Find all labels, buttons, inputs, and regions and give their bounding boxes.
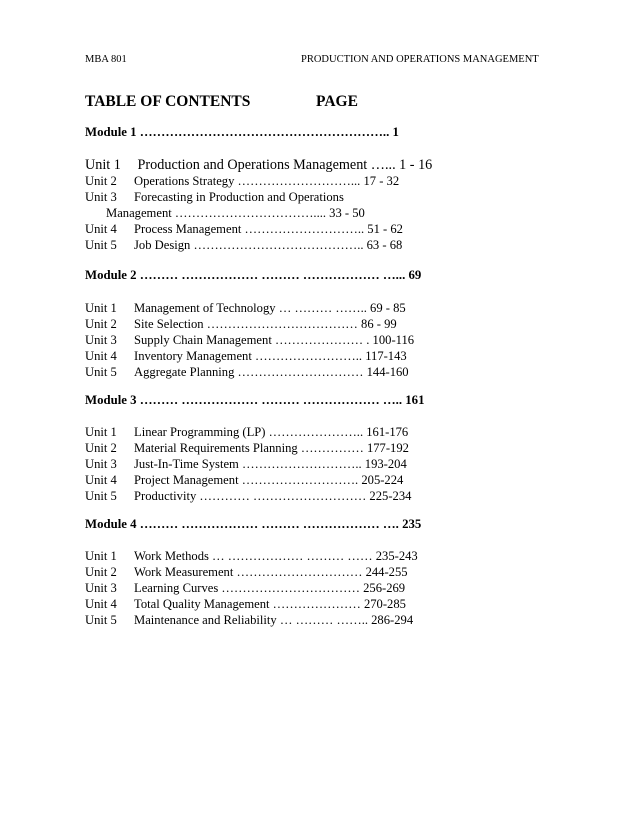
toc-entry — [85, 237, 402, 253]
toc-entry — [85, 472, 403, 488]
unit-title: Just-In-Time System ……………………….. 193-204 — [134, 457, 407, 471]
unit-label: Unit 2 — [85, 565, 117, 579]
toc-entry — [85, 316, 397, 332]
toc-entry — [85, 300, 406, 316]
running-header-left: MBA 801 — [85, 54, 127, 65]
toc-title: TABLE OF CONTENTS — [85, 93, 251, 110]
unit-label: Unit 2 — [85, 317, 117, 331]
toc-entry — [85, 189, 344, 205]
unit-label: Unit 1 — [85, 157, 121, 173]
toc-entry — [85, 424, 408, 440]
unit-label: Unit 5 — [85, 489, 117, 503]
unit-label: Unit 3 — [85, 190, 117, 204]
unit-label: Unit 1 — [85, 549, 117, 563]
unit-label: Unit 5 — [85, 365, 117, 379]
unit-label: Unit 1 — [85, 425, 117, 439]
unit-title: Learning Curves …………………………… 256-269 — [134, 581, 406, 595]
module-1-heading: Module 1 ………………………………………………….. 1 — [85, 125, 399, 139]
toc-entry — [85, 564, 408, 580]
toc-entry — [85, 332, 414, 348]
toc-entry-continuation: Management …………………………….... 33 - 50 — [106, 206, 365, 220]
unit-label: Unit 4 — [85, 597, 117, 611]
toc-entry — [85, 364, 409, 380]
module-3-heading: Module 3 ……… ……………… ……… ……………… ….. 161 — [85, 393, 425, 407]
toc-entry — [85, 173, 399, 189]
module-2-heading: Module 2 ……… ……………… ……… ……………… …... 69 — [85, 268, 422, 282]
unit-label: Unit 3 — [85, 333, 117, 347]
toc-entry — [85, 221, 403, 237]
toc-entry — [85, 440, 409, 456]
unit-title: Management of Technology … ……… …….. 69 - 85 — [134, 301, 406, 315]
unit-title: Job Design ………………………………….. 63 - 68 — [134, 238, 403, 252]
toc-entry — [85, 157, 432, 173]
toc-entry — [85, 596, 406, 612]
unit-title: Total Quality Management ………………… 270-285 — [134, 597, 406, 611]
unit-title: Site Selection ……………………………… 86 - 99 — [134, 317, 397, 331]
unit-title: Inventory Management …………………….. 117-143 — [134, 349, 407, 363]
unit-title: Aggregate Planning ………………………… 144-160 — [134, 365, 409, 379]
unit-label: Unit 3 — [85, 581, 117, 595]
unit-title: Productivity ………… ……………………… 225-234 — [134, 489, 412, 503]
unit-label: Unit 5 — [85, 613, 117, 627]
toc-entry — [85, 456, 407, 472]
toc-entry — [85, 548, 418, 564]
toc-entry — [85, 348, 407, 364]
unit-label: Unit 2 — [85, 441, 117, 455]
unit-label: Unit 4 — [85, 222, 117, 236]
unit-label: Unit 4 — [85, 349, 117, 363]
unit-label: Unit 1 — [85, 301, 117, 315]
unit-label: Unit 5 — [85, 238, 117, 252]
unit-title: Linear Programming (LP) ………………….. 161-176 — [134, 425, 409, 439]
module-4-heading: Module 4 ……… ……………… ……… ……………… …. 235 — [85, 517, 422, 531]
unit-title: Material Requirements Planning …………… 177-192 — [134, 441, 409, 455]
unit-title: Operations Strategy ………………………... 17 - 32 — [134, 174, 400, 188]
running-header-right: PRODUCTION AND OPERATIONS MANAGEMENT — [301, 54, 539, 65]
toc-entry — [85, 488, 411, 504]
unit-title: Work Methods … ……………… ……… …… 235-243 — [134, 549, 418, 563]
unit-title: Forecasting in Production and Operations — [134, 190, 344, 204]
unit-title: Work Measurement ………………………… 244-255 — [134, 565, 408, 579]
unit-title: Maintenance and Reliability … ……… …….. 286-294 — [134, 613, 414, 627]
unit-title: Production and Operations Management …... 1 - 16 — [134, 157, 433, 173]
toc-entry — [85, 612, 413, 628]
unit-title: Supply Chain Management ………………… . 100-116 — [134, 333, 415, 347]
unit-label: Unit 4 — [85, 473, 117, 487]
page-column-title: PAGE — [316, 93, 358, 110]
unit-label: Unit 2 — [85, 174, 117, 188]
toc-entry — [85, 580, 405, 596]
unit-label: Unit 3 — [85, 457, 117, 471]
unit-title: Process Management ……………………….. 51 - 62 — [134, 222, 403, 236]
unit-title: Project Management ………………………. 205-224 — [134, 473, 404, 487]
